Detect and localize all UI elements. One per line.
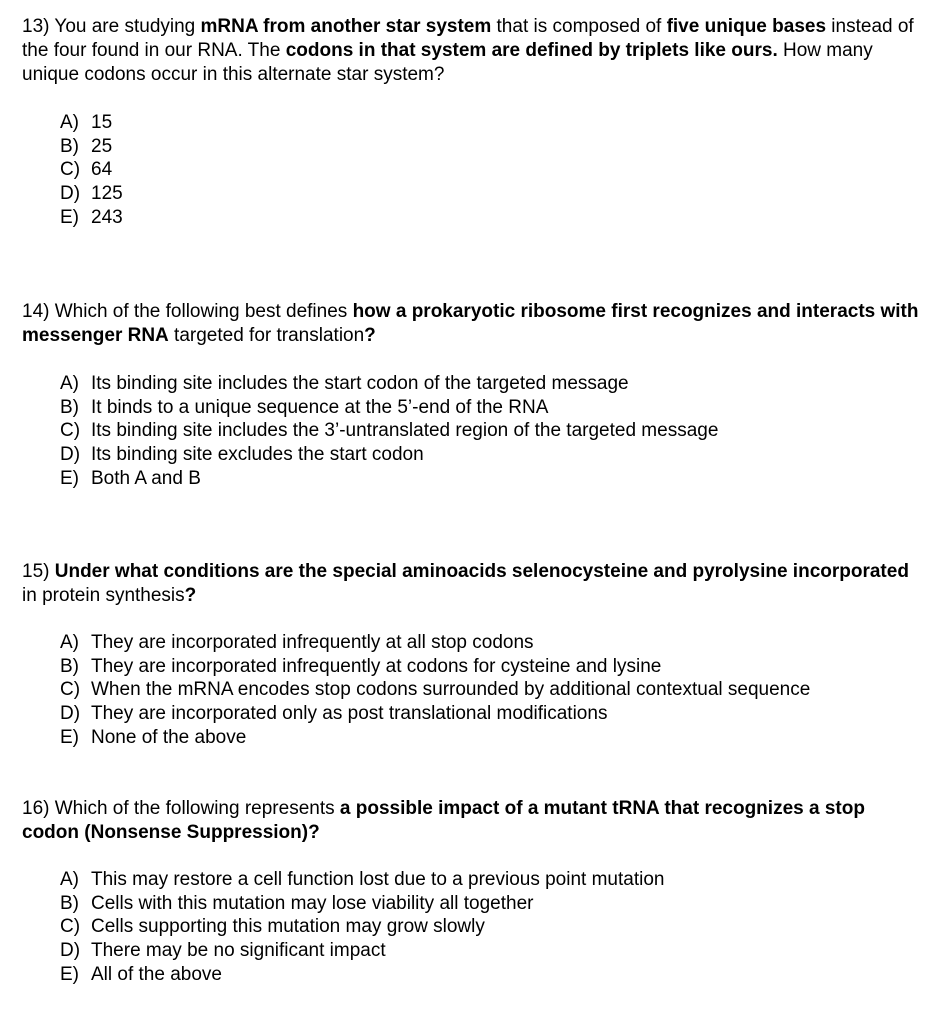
- question-16: [22, 797, 922, 845]
- stem-segment: 16) Which of the following represents: [22, 798, 340, 819]
- option-letter: E): [60, 206, 79, 228]
- stem-segment-bold: five unique bases: [666, 16, 827, 37]
- option-letter: C): [60, 916, 81, 938]
- stem-segment-bold: mRNA from another star system: [200, 16, 492, 37]
- answer-option-c[interactable]: [60, 419, 718, 443]
- stem-segment: How many unique codons occur in this alternate star system?: [22, 40, 873, 85]
- stem-segment-bold: Under what conditions are the special aminoacids selenocysteine and pyrolysine incorporated: [54, 561, 909, 582]
- stem-segment-bold: codons in that system are defined by triplets like ours.: [285, 40, 778, 61]
- question-13: [22, 15, 922, 87]
- answer-option-d[interactable]: [60, 939, 664, 963]
- option-letter: E): [60, 963, 79, 985]
- option-letter: D): [60, 183, 81, 205]
- option-text: Its binding site includes the start codon of the targeted message: [91, 373, 629, 394]
- answer-options-14: [60, 372, 718, 491]
- option-text: They are incorporated infrequently at codons for cysteine and lysine: [91, 655, 662, 677]
- stem-segment: 14) Which of the following best defines: [22, 301, 353, 322]
- question-stem: [22, 15, 922, 87]
- stem-segment-bold: a possible impact of a mutant tRNA that recognizes a stop codon (Nonsense Suppression)?: [22, 798, 865, 843]
- option-letter: C): [60, 420, 81, 442]
- stem-segment: 15): [22, 561, 55, 582]
- question-14: [22, 300, 922, 348]
- option-text: None of the above: [91, 726, 247, 748]
- option-letter: D): [60, 940, 81, 962]
- answer-option-c[interactable]: [60, 158, 123, 182]
- answer-option-a[interactable]: [60, 631, 810, 655]
- answer-option-a[interactable]: [60, 372, 718, 396]
- option-text: 15: [91, 112, 113, 133]
- question-stem: [22, 797, 922, 845]
- answer-option-b[interactable]: [60, 135, 123, 159]
- answer-option-b[interactable]: [60, 892, 664, 916]
- answer-option-a[interactable]: [60, 111, 123, 135]
- option-text: 64: [91, 159, 113, 181]
- answer-option-e[interactable]: [60, 206, 123, 230]
- option-text: All of the above: [91, 963, 222, 985]
- answer-option-d[interactable]: [60, 702, 810, 726]
- answer-options-16: [60, 868, 664, 987]
- stem-segment: that is composed of: [491, 16, 667, 37]
- option-text: Cells supporting this mutation may grow slowly: [91, 916, 485, 938]
- option-letter: B): [60, 135, 79, 157]
- answer-option-a[interactable]: [60, 868, 664, 892]
- option-text: Its binding site includes the 3’-untranslated region of the targeted message: [91, 420, 719, 442]
- option-letter: A): [60, 112, 79, 133]
- option-text: Cells with this mutation may lose viability all together: [91, 892, 534, 914]
- stem-segment: targeted for translation: [168, 325, 365, 346]
- answer-options-15: [60, 631, 810, 750]
- option-letter: E): [60, 467, 79, 489]
- option-letter: B): [60, 892, 79, 914]
- question-15: [22, 560, 922, 608]
- option-text: There may be no significant impact: [91, 940, 386, 962]
- option-letter: D): [60, 703, 81, 725]
- option-text: They are incorporated infrequently at all stop codons: [91, 632, 534, 653]
- option-text: 25: [91, 135, 113, 157]
- option-text: It binds to a unique sequence at the 5’-end of the RNA: [91, 396, 549, 418]
- option-text: This may restore a cell function lost due to a previous point mutation: [91, 869, 665, 890]
- option-text: Its binding site excludes the start codon: [91, 444, 424, 466]
- stem-segment: in protein synthesis: [22, 585, 185, 606]
- answer-option-b[interactable]: [60, 396, 718, 420]
- answer-option-d[interactable]: [60, 443, 718, 467]
- answer-option-e[interactable]: [60, 467, 718, 491]
- option-text: When the mRNA encodes stop codons surrounded by additional contextual sequence: [91, 679, 811, 701]
- stem-segment: instead of the four found in our RNA. The: [22, 16, 914, 61]
- answer-option-c[interactable]: [60, 678, 810, 702]
- option-letter: D): [60, 444, 81, 466]
- option-letter: B): [60, 655, 79, 677]
- question-stem: [22, 560, 922, 608]
- option-letter: C): [60, 679, 81, 701]
- stem-segment: 13) You are studying: [22, 16, 201, 37]
- option-letter: E): [60, 726, 79, 748]
- answer-option-d[interactable]: [60, 182, 123, 206]
- stem-segment-bold: ?: [364, 325, 376, 346]
- option-letter: C): [60, 159, 81, 181]
- stem-segment-bold: ?: [184, 585, 197, 606]
- option-text: Both A and B: [91, 467, 201, 489]
- answer-options-13: [60, 111, 123, 230]
- answer-option-c[interactable]: [60, 915, 664, 939]
- question-stem: [22, 300, 922, 348]
- answer-option-e[interactable]: [60, 963, 664, 987]
- answer-option-e[interactable]: [60, 726, 810, 750]
- option-text: 125: [91, 183, 123, 205]
- option-text: 243: [91, 206, 123, 228]
- option-letter: A): [60, 869, 79, 890]
- answer-option-b[interactable]: [60, 655, 810, 679]
- option-letter: A): [60, 632, 79, 653]
- stem-segment-bold: how a prokaryotic ribosome first recognizes and interacts with messenger RNA: [22, 301, 919, 346]
- option-text: They are incorporated only as post translational modifications: [91, 703, 608, 725]
- option-letter: A): [60, 373, 79, 394]
- option-letter: B): [60, 396, 79, 418]
